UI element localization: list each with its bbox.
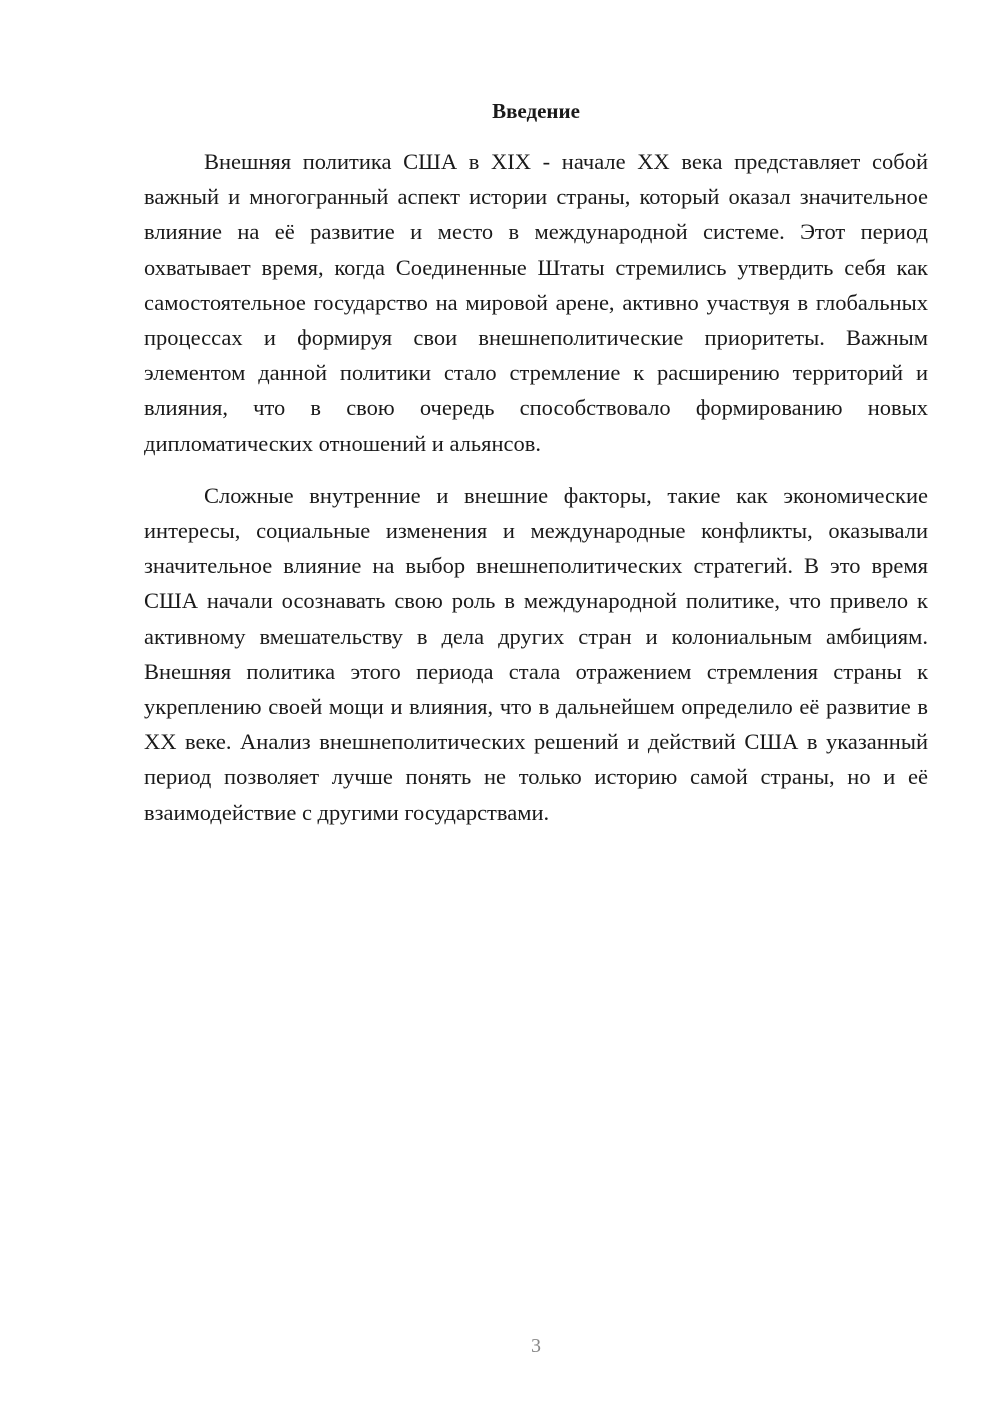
paragraph-1: Внешняя политика США в XIX - начале XX века представляет собой важный и многогранный аспект истории страны, который оказал значительное влияние на её развитие и место в международной системе. Этот период охватывает время, когда Соединенные Штаты стремились утвердить себя как самостоятельное государство на мировой арене, активно участвуя в глобальных процессах и формируя свои внешнеполитические приоритеты. Важным элементом данной политики стало стремление к расширению территорий и влияния, что в свою очередь способствовало формированию новых дипломатических отношений и альянсов. <box>144 149 928 456</box>
section-heading: Введение <box>492 99 580 123</box>
page-number: 3 <box>531 1335 541 1357</box>
paragraph-2: Сложные внутренние и внешние факторы, такие как экономические интересы, социальные изменения и международные конфликты, оказывали значительное влияние на выбор внешнеполитических стратегий. В это время США начали осознавать свою роль в международной политике, что привело к активному вмешательству в дела других стран и колониальным амбициям. Внешняя политика этого периода стала отражением стремления страны к укреплению своей мощи и влияния, что в дальнейшем определило её развитие в XX веке. Анализ внешнеполитических решений и действий США в указанный период позволяет лучше понять не только историю самой страны, но и её взаимодействие с другими государствами. <box>144 482 928 825</box>
body-text <box>144 144 928 830</box>
